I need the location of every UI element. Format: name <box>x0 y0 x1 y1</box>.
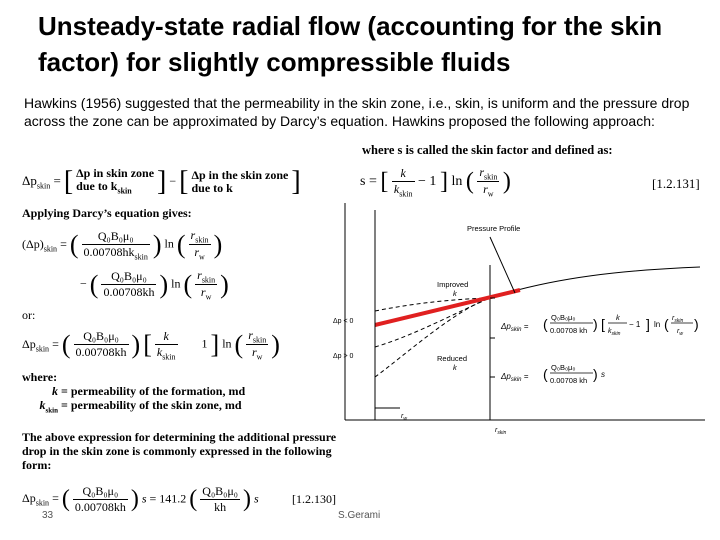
final-num1: Q₀B₀μ₀ <box>73 484 128 500</box>
darcy-frac2-den: 0.00708kh <box>103 285 155 300</box>
improved-k-label-k: k <box>453 289 457 298</box>
skin-eq-r-num-sub: skin <box>484 172 498 182</box>
final-frac2 <box>200 484 240 515</box>
pressure-profile-figure <box>325 195 710 440</box>
final-frac1 <box>73 484 128 515</box>
skin-eq-r-den-sub: w <box>487 189 494 199</box>
definition-kskin-sym: k <box>39 398 46 412</box>
figure-eq2 <box>500 363 605 385</box>
final-den2: kh <box>214 500 227 514</box>
fig-eq1-den: 0.00708 kh <box>550 326 588 335</box>
final-lhs-sub: skin <box>35 498 50 508</box>
fig-eq1-num: Q₀B₀μ₀ <box>551 313 576 322</box>
fig-eq1-kskin: $k_{skin}$ <box>608 328 621 337</box>
skin-eq-k-den-sub: skin <box>399 189 413 199</box>
fig-eq1-ln: ln <box>654 320 661 329</box>
eq1-bracket2-line2: due to k <box>191 181 233 195</box>
combined-r-den: r <box>252 345 257 360</box>
combined-eq: $\Delta p_{skin}$ = ( $\frac{\text{Q₀B₀μ₀}}{0.00708kh}$ ) [ $\frac{k}{k_{skin}}$ 1 ] ln ( $\frac{r_{skin}}{r_w}$ ) <box>22 328 280 362</box>
dp-lt0-label: Δp < 0 <box>333 318 354 325</box>
definition-kskin-text: = permeability of the skin zone, md <box>61 398 242 412</box>
footer-author: S.Gerami <box>338 510 381 521</box>
skin-eq-k-ratio <box>392 166 415 198</box>
fig-eq1-rparen: ) <box>593 316 598 332</box>
combined-one: 1 <box>201 336 208 351</box>
fig-eq2-lparen: ( <box>543 366 548 382</box>
pressure-profile-label: Pressure Profile <box>467 224 521 233</box>
combined-r-ratio <box>246 328 268 362</box>
reduced-k-label-k: k <box>453 363 457 372</box>
combined-lhs: Δp <box>22 336 36 351</box>
skin-eq-k-den: k <box>393 181 400 196</box>
reduced-k-label: Reduced <box>437 354 468 363</box>
fig-eq2-lhs: $\Delta p_{skin}$ = <box>501 372 529 383</box>
definition-kskin <box>34 398 245 417</box>
combined-k-den: k <box>156 344 163 359</box>
darcy-frac2-num: Q₀B₀μ₀ <box>101 269 156 285</box>
figure-eq1 <box>500 313 699 337</box>
applying-darcy-label: Applying Darcy’s equation gives: <box>22 206 192 220</box>
rw-label: $r_w$ <box>401 413 407 422</box>
additional-dp-paragraph: The above expression for determining the additional pressure drop in the skin zone is commonly expressed in the following form: <box>22 430 337 472</box>
fig-eq1-rskin: $r_{skin}$ <box>672 315 684 324</box>
darcy-ln2: ln <box>171 276 181 291</box>
darcy-frac1-num: Q₀B₀μ₀ <box>82 229 150 245</box>
skin-eq-equals: = <box>368 174 377 190</box>
fig-eq1-lparen2: ( <box>664 316 669 332</box>
pressure-profile-pointer <box>490 237 515 293</box>
combined-k-num: k <box>163 328 169 343</box>
definition-kskin-sub: skin <box>45 406 58 415</box>
skin-factor-equation: s = [ $\frac{k}{k_{skin}}$ − 1 ] ln ( $\frac{r_{skin}}{r_w}$ ) <box>360 165 511 199</box>
fig-eq2-rparen: ) <box>593 366 598 382</box>
darcy-lhs-sub: skin <box>43 244 58 254</box>
final-lhs: Δp <box>22 491 36 506</box>
combined-k-den-sub: skin <box>162 352 176 362</box>
darcy-frac1-den: 0.00708hk <box>83 244 135 259</box>
combined-frac <box>74 329 129 360</box>
combined-lhs-sub: skin <box>35 344 50 354</box>
eq1-bracket1-line2-sub: skin <box>117 186 132 196</box>
darcy-frac2 <box>101 269 156 300</box>
darcy-r1n-sub: skin <box>195 235 209 245</box>
intro-paragraph: Hawkins (1956) suggested that the permeability in the skin zone, i.e., skin, is uniform and the pressure drop across the zone can be approximated by Darcy’s equation. Hawkins proposed the following approach: <box>24 95 690 129</box>
skin-eq-r-num: r <box>479 165 484 179</box>
fig-eq1-lparen: ( <box>543 316 548 332</box>
fig-eq2-den: 0.00708 kh <box>550 376 588 385</box>
darcy-frac1-den-sub: skin <box>134 252 148 262</box>
skin-dp-definition-eq: $\Delta p_{skin}$ = [ Δp in skin zone due to $k_{skin}$ ] − [ Δp in the skin zone due to k ] <box>22 165 301 197</box>
fig-eq2-s: s <box>601 370 605 379</box>
skin-eq-k-num: k <box>400 165 406 180</box>
darcy-r2n-sub: skin <box>201 275 216 285</box>
final-den1: 0.00708kh <box>74 500 126 514</box>
definition-k <box>34 384 245 398</box>
undisturbed-profile <box>490 267 700 298</box>
darcy-rratio2 <box>195 268 217 302</box>
definition-k-text: = permeability of the formation, md <box>61 384 246 398</box>
combined-k-ratio <box>155 329 178 361</box>
fig-eq1-minus: − 1 <box>629 320 641 329</box>
fig-eq1-rbracket: ] <box>646 316 650 332</box>
skin-eq-s: s <box>360 174 366 190</box>
final-eq2: = 141.2 <box>149 491 187 506</box>
darcy-r2d-sub: w <box>205 292 212 302</box>
eq1-bracket2-line1: Δp in the skin zone <box>191 168 289 182</box>
eq1-lhs: Δp <box>22 172 37 188</box>
darcy-rratio1 <box>189 228 211 262</box>
fig-eq1-rw: $r_w$ <box>677 328 683 337</box>
final-skin-eq: $\Delta p_{skin}$ = ( $\frac{\text{Q₀B₀μ₀}}{0.00708kh}$ ) s = 141.2 ( $\frac{\text{Q₀B₀μ₀}}{kh}$ ) s <box>22 484 259 514</box>
slide-title: Unsteady-state radial flow (accounting for the skin factor) for slightly compressible fluids <box>38 11 663 77</box>
dp-gt0-label: Δp > 0 <box>333 353 354 360</box>
rskin-label: $r_{skin}$ <box>495 427 507 436</box>
where-label: where: <box>22 370 58 384</box>
final-s1: s <box>141 491 147 506</box>
darcy-r1d: r <box>194 245 199 260</box>
combined-r-num: r <box>248 328 253 342</box>
combined-ln: ln <box>222 336 232 351</box>
eq1-bracket1-line2: due to k <box>76 178 118 193</box>
page-number: 33 <box>42 510 54 521</box>
eq-131-number: [1.2.131] <box>652 176 700 191</box>
darcy-ln1: ln <box>164 236 174 251</box>
combined-r-num-sub: skin <box>252 335 267 345</box>
skin-eq-r-den: r <box>483 182 488 197</box>
improved-k-label: Improved <box>437 280 469 289</box>
combined-den: 0.00708kh <box>75 345 127 360</box>
fig-eq1-rparen2: ) <box>694 316 699 332</box>
eq1-lhs-sub: skin <box>36 181 51 191</box>
darcy-lhs: (Δp) <box>22 236 44 251</box>
fig-eq2-num: Q₀B₀μ₀ <box>551 363 576 372</box>
skin-eq-r-ratio <box>477 165 499 199</box>
darcy-r2n: r <box>197 268 202 282</box>
darcy-r2d: r <box>200 285 206 300</box>
definitions-list <box>34 384 245 417</box>
eq-130-number: [1.2.130] <box>292 492 336 506</box>
fig-eq1-lbracket: [ <box>601 316 605 332</box>
definition-k-sym: k <box>52 384 58 398</box>
final-num2: Q₀B₀μ₀ <box>202 484 238 498</box>
fig-eq1-k: k <box>616 313 620 322</box>
darcy-eq-line1: $(\Delta p)_{skin}$ = ( $\frac{\text{Q₀B₀μ₀}}{0.00708hk_{skin}}$ ) ln ( $\frac{r_{skin}}{r_w}$ ) <box>22 228 223 262</box>
skin-eq-ln: ln <box>451 174 463 190</box>
darcy-r1d-sub: w <box>199 252 205 262</box>
darcy-r1n: r <box>190 228 196 242</box>
darcy-eq-line2: − ( $\frac{\text{Q₀B₀μ₀}}{0.00708kh}$ ) ln ( $\frac{r_{skin}}{r_w}$ ) <box>80 268 229 302</box>
final-s2: s <box>253 491 259 506</box>
skin-definition-text: where s is called the skin factor and defined as: <box>362 143 613 157</box>
combined-num: Q₀B₀μ₀ <box>74 329 129 345</box>
darcy-frac1 <box>82 229 150 261</box>
or-label: or: <box>22 308 36 322</box>
eq1-bracket1-line1: Δp in skin zone <box>76 165 155 180</box>
skin-eq-minus: − 1 <box>418 174 437 190</box>
combined-r-den-sub: w <box>256 352 263 362</box>
fig-eq1-lhs: $\Delta p_{skin}$ = <box>501 322 529 333</box>
